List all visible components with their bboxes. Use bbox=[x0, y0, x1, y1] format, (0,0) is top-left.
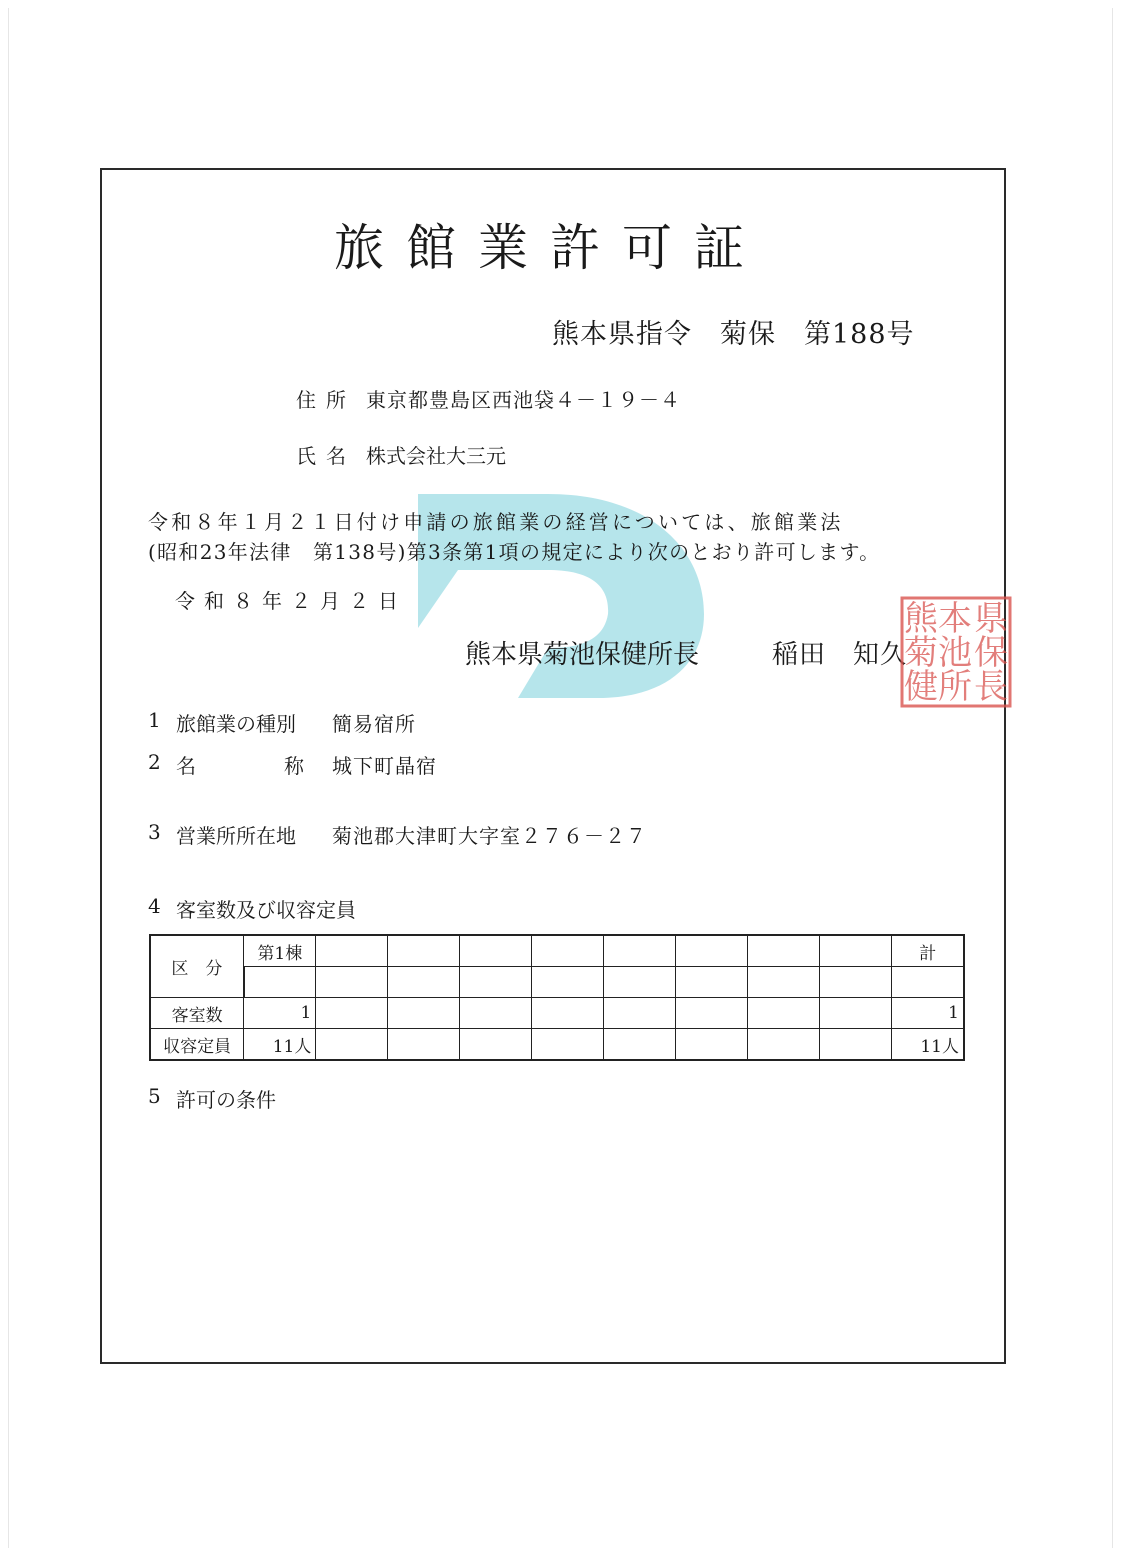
table-row bbox=[150, 1029, 964, 1061]
capacity-value: 11人 bbox=[244, 1029, 316, 1061]
item-3-value: 菊池郡大津町大字室２７６－２７ bbox=[332, 824, 647, 848]
name-value: 株式会社大三元 bbox=[366, 444, 506, 468]
svg-text:本: 本 bbox=[938, 599, 972, 639]
issuer-title: 熊本県菊池保健所長 bbox=[465, 640, 700, 670]
issue-date: 令和８年２月２日 bbox=[175, 589, 407, 613]
item-3-number: 3 bbox=[148, 820, 161, 844]
item-5-label: 許可の条件 bbox=[176, 1088, 276, 1112]
item-1-value: 簡易宿所 bbox=[332, 712, 416, 736]
official-seal bbox=[898, 594, 1014, 710]
address-label: 住所 bbox=[296, 388, 356, 412]
item-1-number: 1 bbox=[148, 708, 161, 732]
permit-number: 熊本県指令 菊保 第188号 bbox=[552, 319, 915, 350]
rooms-total: 1 bbox=[892, 998, 964, 1029]
name-label: 氏名 bbox=[296, 444, 356, 468]
rooms-label: 客室数 bbox=[150, 998, 244, 1029]
total-label: 計 bbox=[892, 935, 964, 967]
issuer-name: 稲田 知久 bbox=[772, 640, 908, 670]
item-2-label-a: 名 bbox=[176, 754, 196, 778]
item-4-label: 客室数及び収容定員 bbox=[176, 898, 356, 922]
svg-text:県: 県 bbox=[974, 599, 1008, 639]
rooms-table bbox=[149, 934, 965, 1061]
item-2-label-b: 称 bbox=[284, 754, 304, 778]
capacity-label: 収容定員 bbox=[150, 1029, 244, 1061]
document-title: 旅館業許可証 bbox=[334, 219, 766, 277]
svg-text:菊: 菊 bbox=[904, 633, 938, 673]
svg-text:所: 所 bbox=[938, 667, 972, 707]
item-4-number: 4 bbox=[148, 894, 161, 918]
svg-text:池: 池 bbox=[938, 633, 972, 673]
svg-text:保: 保 bbox=[974, 633, 1008, 673]
body-text-line-2: (昭和23年法律 第138号)第3条第1項の規定により次のとおり許可します。 bbox=[148, 540, 881, 564]
address-value: 東京都豊島区西池袋４－１９－４ bbox=[366, 388, 681, 412]
table-header-label: 区 分 bbox=[150, 935, 244, 998]
svg-text:健: 健 bbox=[904, 667, 938, 707]
table-row bbox=[150, 935, 964, 967]
item-2-value: 城下町晶宿 bbox=[332, 754, 437, 778]
item-5-number: 5 bbox=[148, 1084, 161, 1108]
building-label: 第1棟 bbox=[244, 935, 316, 967]
item-3-label: 営業所所在地 bbox=[176, 824, 296, 848]
item-1-label: 旅館業の種別 bbox=[176, 712, 296, 736]
body-text-line-1: 令和８年１月２１日付け申請の旅館業の経営については、旅館業法 bbox=[148, 510, 844, 534]
table-row bbox=[150, 998, 964, 1029]
capacity-total: 11人 bbox=[892, 1029, 964, 1061]
rooms-value: 1 bbox=[244, 998, 316, 1029]
svg-text:長: 長 bbox=[974, 667, 1008, 707]
table-row bbox=[150, 967, 964, 998]
svg-text:熊: 熊 bbox=[904, 599, 938, 639]
item-2-number: 2 bbox=[148, 750, 161, 774]
